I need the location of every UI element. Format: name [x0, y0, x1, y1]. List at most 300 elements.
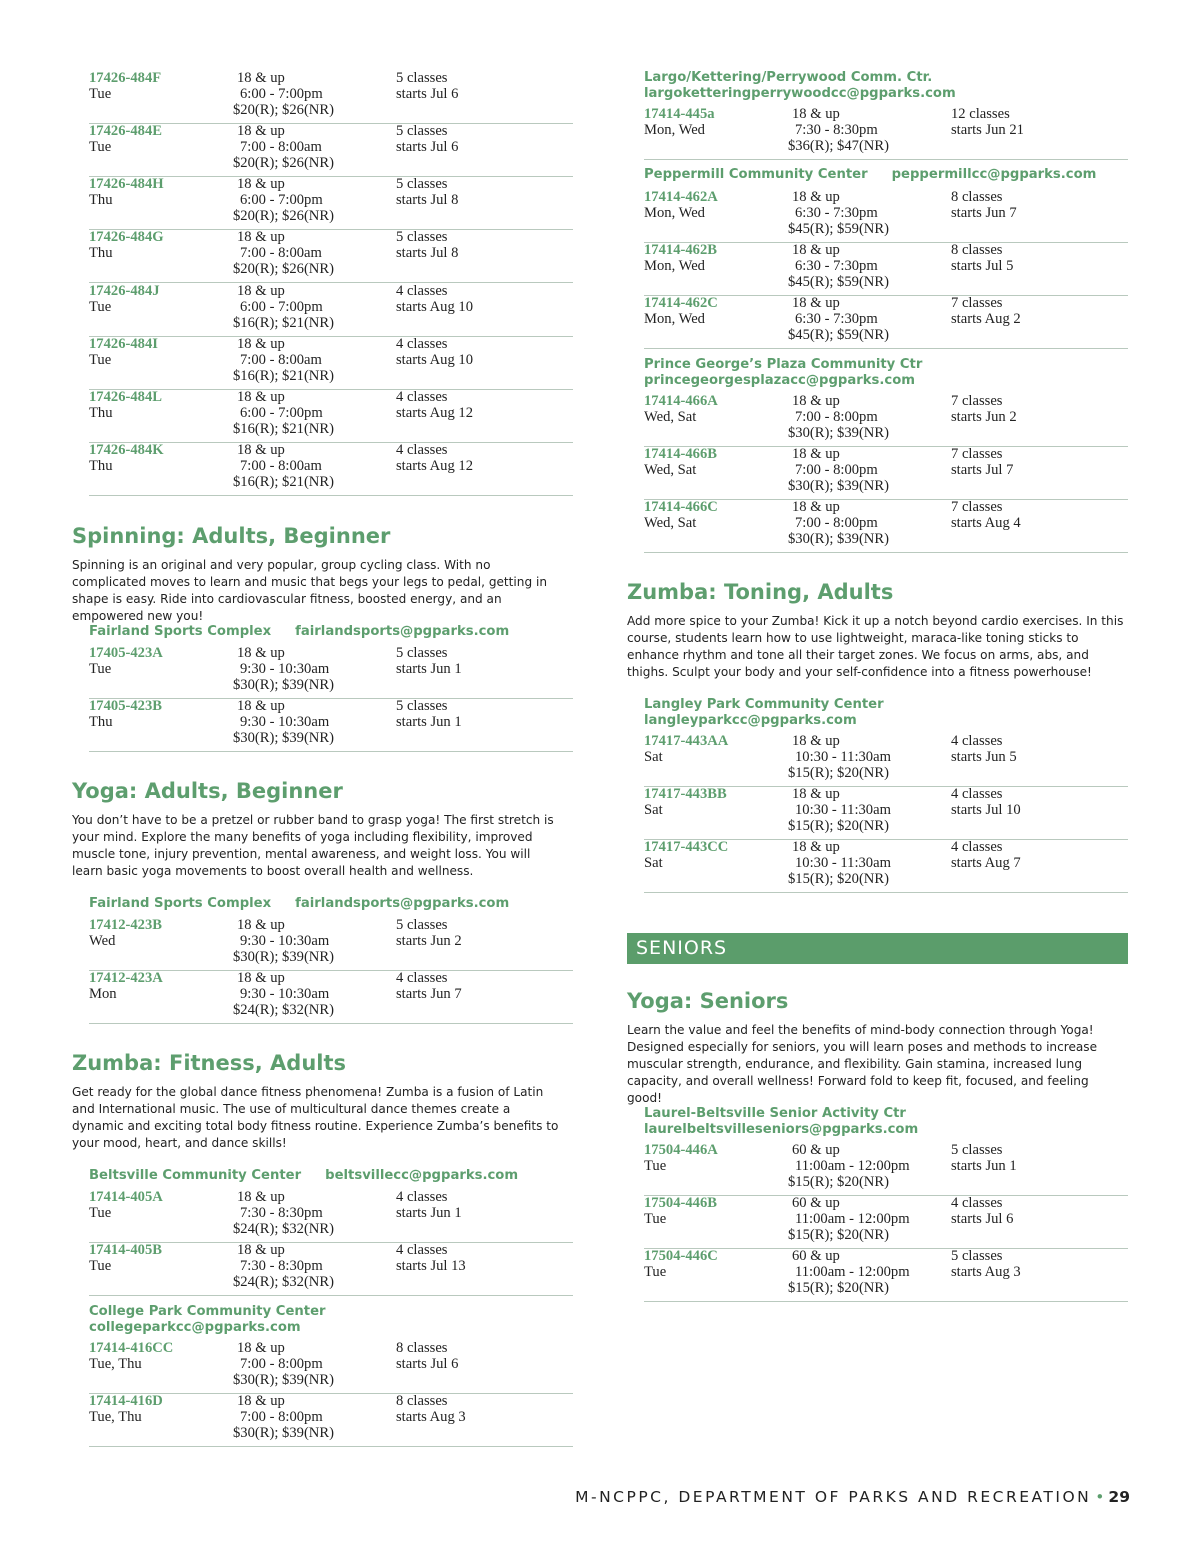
class-age: 18 & up	[237, 970, 285, 986]
row-column-c3	[951, 106, 1024, 138]
class-days: Mon	[89, 986, 117, 1002]
class-age: 18 & up	[792, 786, 840, 802]
class-row	[89, 283, 573, 337]
row-column-c3	[396, 1242, 466, 1274]
row-column-c1	[89, 442, 164, 474]
class-age: 18 & up	[792, 242, 840, 258]
row-column-c1	[644, 1142, 718, 1174]
footer-bullet: •	[1095, 1488, 1105, 1506]
class-days: Tue, Thu	[89, 1356, 142, 1372]
class-row	[89, 645, 573, 699]
row-column-c1	[644, 446, 717, 478]
class-row	[644, 189, 1128, 243]
class-time: 11:00am - 12:00pm	[795, 1264, 910, 1280]
page-footer	[575, 1488, 1130, 1506]
venue-email[interactable]: fairlandsports@pgparks.com	[295, 624, 510, 639]
class-fee: $16(R); $21(NR)	[233, 421, 334, 437]
class-start: starts Jul 8	[396, 245, 459, 261]
class-age: 18 & up	[237, 229, 285, 245]
class-start: starts Jun 2	[396, 933, 462, 949]
row-column-c1	[89, 123, 162, 155]
row-column-c2	[233, 70, 334, 118]
row-column-c1	[89, 283, 160, 315]
class-count: 8 classes	[951, 242, 1003, 258]
class-age: 18 & up	[792, 393, 840, 409]
venue-largo	[644, 70, 956, 101]
class-days: Thu	[89, 458, 113, 474]
class-time: 11:00am - 12:00pm	[795, 1211, 910, 1227]
class-code[interactable]: 17417-443CC	[644, 839, 729, 855]
row-column-c1	[89, 389, 162, 421]
row-column-c1	[644, 1248, 718, 1280]
row-column-c2	[233, 229, 334, 277]
class-time: 7:00 - 8:00am	[240, 458, 322, 474]
venue-email[interactable]: beltsvillecc@pgparks.com	[325, 1168, 519, 1183]
venue-name: College Park Community Center	[89, 1304, 326, 1319]
class-count: 4 classes	[396, 1189, 448, 1205]
class-row	[644, 393, 1128, 447]
row-column-c3	[951, 393, 1017, 425]
class-start: starts Aug 12	[396, 405, 474, 421]
row-column-c1	[644, 839, 728, 871]
class-age: 18 & up	[237, 917, 285, 933]
row-column-c2	[788, 499, 889, 547]
row-column-c2	[788, 1195, 910, 1243]
class-time: 6:00 - 7:00pm	[240, 86, 323, 102]
class-time: 10:30 - 11:30am	[795, 855, 891, 871]
class-count: 7 classes	[951, 393, 1003, 409]
row-column-c1	[644, 242, 717, 274]
venue-name: Laurel-Beltsville Senior Activity Ctr	[644, 1106, 906, 1121]
class-fee: $20(R); $26(NR)	[233, 155, 334, 171]
section-title-yoga: Yoga: Adults, Beginner	[72, 779, 343, 803]
class-fee: $15(R); $20(NR)	[788, 1280, 889, 1296]
footer-text: M-NCPPC, DEPARTMENT OF PARKS AND RECREATION	[575, 1488, 1092, 1506]
row-column-c2	[233, 176, 334, 224]
class-time: 7:00 - 8:00pm	[795, 462, 878, 478]
class-count: 5 classes	[396, 645, 448, 661]
class-fee: $45(R); $59(NR)	[788, 274, 889, 290]
row-column-c3	[396, 1393, 466, 1425]
class-start: starts Jun 1	[396, 714, 462, 730]
row-column-c2	[788, 242, 889, 290]
class-count: 5 classes	[396, 70, 448, 86]
class-code[interactable]: 17414-466B	[644, 446, 717, 462]
class-code[interactable]: 17426-484G	[89, 229, 164, 245]
row-column-c2	[233, 645, 334, 693]
class-days: Tue	[89, 299, 112, 315]
class-count: 8 classes	[396, 1393, 448, 1409]
venue-langley	[644, 697, 884, 728]
row-column-c3	[951, 242, 1013, 274]
row-column-c3	[951, 189, 1017, 221]
class-time: 9:30 - 10:30am	[240, 661, 330, 677]
row-column-c1	[89, 336, 158, 368]
class-fee: $20(R); $26(NR)	[233, 208, 334, 224]
class-fee: $15(R); $20(NR)	[788, 818, 889, 834]
class-age: 60 & up	[792, 1195, 840, 1211]
class-code[interactable]: 17426-484K	[89, 442, 164, 458]
venue-name: Fairland Sports Complex	[89, 896, 272, 911]
section-desc-yoga: You don’t have to be a pretzel or rubber band to grasp yoga! The first stretch is your mind. Explore the many benefits of yoga including flexibility, improved muscle tone, injury prevention, mental awareness, and weight loss. You will learn basic yoga movements to boost overall health and wellness.	[72, 813, 554, 878]
row-column-c2	[788, 1248, 910, 1296]
class-code[interactable]: 17504-446A	[644, 1142, 718, 1158]
class-code[interactable]: 17504-446B	[644, 1195, 717, 1211]
row-column-c2	[788, 295, 889, 343]
row-column-c3	[396, 229, 458, 261]
class-start: starts Aug 10	[396, 352, 474, 368]
row-column-c3	[396, 442, 473, 474]
class-code[interactable]: 17414-462A	[644, 189, 718, 205]
venue-laurel-beltsville	[644, 1106, 918, 1137]
class-code[interactable]: 17426-484L	[89, 389, 162, 405]
row-column-c1	[89, 645, 163, 677]
class-start: starts Jun 1	[951, 1158, 1017, 1174]
class-code[interactable]: 17426-484I	[89, 336, 158, 352]
class-row	[644, 242, 1128, 296]
venue-name: Prince George’s Plaza Community Ctr	[644, 357, 923, 372]
venue-email[interactable]: laurelbeltsvilleseniors@pgparks.com	[644, 1121, 919, 1137]
class-days: Sat	[644, 749, 663, 765]
class-row	[89, 123, 573, 177]
class-count: 8 classes	[951, 189, 1003, 205]
section-desc-seniors-yoga: Learn the value and feel the benefits of mind-body connection through Yoga! Designed especially for seniors, you will learn poses and methods to increase muscular strength, endurance, and flexibility. Gain stamina, increased lung capacity, and overall wellness! Forward fold to keep fit, focused, and feeling good!	[627, 1023, 1098, 1105]
class-time: 10:30 - 11:30am	[795, 749, 891, 765]
class-fee: $45(R); $59(NR)	[788, 327, 889, 343]
row-column-c3	[396, 70, 458, 102]
class-row	[644, 733, 1128, 787]
class-code[interactable]: 17414-416CC	[89, 1340, 174, 1356]
class-start: starts Jul 10	[951, 802, 1021, 818]
class-days: Thu	[89, 245, 113, 261]
class-count: 4 classes	[951, 839, 1003, 855]
class-count: 4 classes	[396, 1242, 448, 1258]
class-days: Mon, Wed	[644, 311, 705, 327]
row-column-c3	[951, 1248, 1021, 1280]
class-start: starts Aug 10	[396, 299, 474, 315]
class-age: 18 & up	[237, 442, 285, 458]
section-title-spinning: Spinning: Adults, Beginner	[72, 524, 391, 548]
class-code[interactable]: 17414-462C	[644, 295, 718, 311]
class-fee: $36(R); $47(NR)	[788, 138, 889, 154]
class-age: 18 & up	[792, 446, 840, 462]
class-row	[644, 499, 1128, 553]
class-start: starts Aug 2	[951, 311, 1021, 327]
row-column-c2	[788, 733, 891, 781]
class-age: 18 & up	[237, 1189, 285, 1205]
class-count: 12 classes	[951, 106, 1010, 122]
class-days: Thu	[89, 714, 113, 730]
class-fee: $30(R); $39(NR)	[233, 730, 334, 746]
class-code[interactable]: 17426-484H	[89, 176, 164, 192]
class-row	[644, 786, 1128, 840]
venue-name: Peppermill Community Center	[644, 167, 868, 182]
class-start: starts Aug 3	[951, 1264, 1021, 1280]
class-fee: $45(R); $59(NR)	[788, 221, 889, 237]
class-row	[644, 295, 1128, 349]
class-days: Mon, Wed	[644, 205, 705, 221]
class-count: 4 classes	[396, 389, 448, 405]
row-column-c2	[233, 1189, 334, 1237]
class-code[interactable]: 17414-416D	[89, 1393, 163, 1409]
class-time: 6:30 - 7:30pm	[795, 311, 878, 327]
class-count: 4 classes	[396, 283, 448, 299]
class-count: 5 classes	[396, 123, 448, 139]
class-fee: $30(R); $39(NR)	[233, 677, 334, 693]
class-fee: $15(R); $20(NR)	[788, 1174, 889, 1190]
class-days: Sat	[644, 855, 663, 871]
class-start: starts Jun 2	[951, 409, 1017, 425]
class-days: Mon, Wed	[644, 122, 705, 138]
class-fee: $24(R); $32(NR)	[233, 1002, 334, 1018]
class-age: 18 & up	[792, 295, 840, 311]
class-start: starts Jul 13	[396, 1258, 466, 1274]
class-row	[89, 1242, 573, 1296]
class-time: 11:00am - 12:00pm	[795, 1158, 910, 1174]
class-fee: $15(R); $20(NR)	[788, 765, 889, 781]
class-days: Tue	[89, 139, 112, 155]
venue-college-park	[89, 1304, 326, 1335]
class-row	[89, 389, 573, 443]
class-row	[89, 336, 573, 390]
class-age: 18 & up	[237, 70, 285, 86]
row-column-c3	[951, 733, 1017, 765]
class-row	[89, 1393, 573, 1447]
row-column-c2	[233, 1242, 334, 1290]
class-days: Mon, Wed	[644, 258, 705, 274]
section-title-toning: Zumba: Toning, Adults	[627, 580, 894, 604]
class-start: starts Jul 6	[951, 1211, 1014, 1227]
class-row	[89, 1340, 573, 1394]
class-fee: $30(R); $39(NR)	[233, 1372, 334, 1388]
venue-name: Langley Park Community Center	[644, 697, 884, 712]
class-count: 5 classes	[396, 176, 448, 192]
venue-pg-plaza	[644, 357, 922, 388]
class-days: Sat	[644, 802, 663, 818]
class-row	[89, 970, 573, 1024]
class-code[interactable]: 17417-443BB	[644, 786, 727, 802]
row-column-c2	[233, 698, 334, 746]
row-column-c2	[788, 106, 889, 154]
row-column-c2	[233, 970, 334, 1018]
class-count: 4 classes	[396, 970, 448, 986]
class-code[interactable]: 17414-405A	[89, 1189, 163, 1205]
class-fee: $16(R); $21(NR)	[233, 368, 334, 384]
class-age: 18 & up	[237, 389, 285, 405]
class-fee: $24(R); $32(NR)	[233, 1274, 334, 1290]
row-column-c1	[89, 1340, 173, 1372]
class-days: Wed, Sat	[644, 462, 697, 478]
class-start: starts Jul 7	[951, 462, 1014, 478]
class-time: 6:00 - 7:00pm	[240, 405, 323, 421]
class-code[interactable]: 17414-445a	[644, 106, 715, 122]
row-column-c3	[396, 336, 473, 368]
class-days: Tue	[89, 352, 112, 368]
class-age: 60 & up	[792, 1248, 840, 1264]
class-time: 7:30 - 8:30pm	[240, 1258, 323, 1274]
row-column-c3	[396, 1189, 462, 1221]
class-time: 6:30 - 7:30pm	[795, 258, 878, 274]
row-column-c2	[788, 786, 891, 834]
row-column-c2	[788, 839, 891, 887]
row-column-c3	[951, 839, 1021, 871]
venue-email[interactable]: collegeparkcc@pgparks.com	[89, 1319, 301, 1335]
class-days: Tue	[89, 1205, 112, 1221]
section-title-seniors-yoga: Yoga: Seniors	[627, 989, 789, 1013]
class-days: Tue	[644, 1211, 667, 1227]
class-code[interactable]: 17414-405B	[89, 1242, 162, 1258]
class-fee: $16(R); $21(NR)	[233, 474, 334, 490]
class-time: 10:30 - 11:30am	[795, 802, 891, 818]
class-count: 8 classes	[396, 1340, 448, 1356]
row-column-c3	[396, 970, 462, 1002]
row-column-c3	[951, 1195, 1013, 1227]
class-fee: $15(R); $20(NR)	[788, 871, 889, 887]
class-time: 6:00 - 7:00pm	[240, 299, 323, 315]
class-start: starts Jun 21	[951, 122, 1024, 138]
class-days: Thu	[89, 192, 113, 208]
class-age: 18 & up	[792, 499, 840, 515]
row-column-c3	[396, 389, 473, 421]
class-time: 7:30 - 8:30pm	[240, 1205, 323, 1221]
class-row	[89, 70, 573, 124]
class-fee: $20(R); $26(NR)	[233, 102, 334, 118]
class-count: 7 classes	[951, 295, 1003, 311]
row-column-c2	[788, 189, 889, 237]
venue-spinning	[89, 624, 509, 640]
row-column-c3	[396, 283, 473, 315]
row-column-c3	[396, 645, 462, 677]
row-column-c3	[396, 917, 462, 949]
class-time: 6:30 - 7:30pm	[795, 205, 878, 221]
class-time: 7:00 - 8:00am	[240, 245, 322, 261]
class-start: starts Jul 6	[396, 86, 459, 102]
class-row	[89, 442, 573, 496]
page-number: 29	[1108, 1488, 1130, 1506]
class-count: 4 classes	[951, 786, 1003, 802]
class-days: Tue	[644, 1264, 667, 1280]
row-column-c2	[233, 283, 334, 331]
class-age: 18 & up	[237, 1393, 285, 1409]
class-start: starts Jun 7	[396, 986, 462, 1002]
venue-email[interactable]: princegeorgesplazacc@pgparks.com	[644, 372, 916, 388]
class-time: 7:00 - 8:00pm	[795, 409, 878, 425]
class-row	[89, 176, 573, 230]
section-desc-spinning: Spinning is an original and very popular, group cycling class. With no complicated moves to learn and music that begs your legs to pedal, getting in shape is easy. Ride into cardiovascular fitness, boosted energy, and an empowered new you!	[72, 558, 547, 623]
class-time: 7:00 - 8:00pm	[795, 515, 878, 531]
class-days: Tue	[644, 1158, 667, 1174]
class-row	[644, 1195, 1128, 1249]
row-column-c1	[644, 733, 728, 765]
row-column-c1	[89, 698, 162, 730]
row-column-c1	[644, 393, 718, 425]
row-column-c2	[233, 917, 334, 965]
class-age: 18 & up	[237, 283, 285, 299]
class-code[interactable]: 17405-423B	[89, 698, 162, 714]
class-start: starts Jun 1	[396, 1205, 462, 1221]
row-column-c2	[233, 442, 334, 490]
class-count: 7 classes	[951, 446, 1003, 462]
class-time: 9:30 - 10:30am	[240, 986, 330, 1002]
class-start: starts Jul 6	[396, 1356, 459, 1372]
class-fee: $16(R); $21(NR)	[233, 315, 334, 331]
row-column-c1	[89, 1242, 162, 1274]
class-row	[644, 1142, 1128, 1196]
row-column-c3	[396, 176, 458, 208]
class-code[interactable]: 17504-446C	[644, 1248, 718, 1264]
row-column-c2	[788, 393, 889, 441]
row-column-c2	[233, 123, 334, 171]
class-days: Wed	[89, 933, 116, 949]
class-start: starts Aug 4	[951, 515, 1021, 531]
class-code[interactable]: 17426-484J	[89, 283, 160, 299]
section-desc-zumba: Get ready for the global dance fitness phenomena! Zumba is a fusion of Latin and International music. The use of multicultural dance themes create a dynamic and exciting total body fitness routine. Experience Zumba’s benefits to your mood, heart, and dance skills!	[72, 1085, 559, 1150]
venue-email[interactable]: fairlandsports@pgparks.com	[295, 896, 510, 911]
class-start: starts Jun 7	[951, 205, 1017, 221]
class-code[interactable]: 17414-466A	[644, 393, 718, 409]
class-row	[644, 1248, 1128, 1302]
class-age: 18 & up	[792, 106, 840, 122]
class-days: Thu	[89, 405, 113, 421]
class-row	[89, 1189, 573, 1243]
venue-email[interactable]: largoketteringperrywoodcc@pgparks.com	[644, 85, 956, 101]
class-age: 18 & up	[237, 123, 285, 139]
class-time: 7:00 - 8:00am	[240, 139, 322, 155]
venue-beltsville	[89, 1168, 518, 1184]
class-code[interactable]: 17414-466C	[644, 499, 718, 515]
row-column-c1	[89, 229, 164, 261]
venue-email[interactable]: peppermillcc@pgparks.com	[891, 167, 1097, 182]
class-row	[89, 698, 573, 752]
class-fee: $24(R); $32(NR)	[233, 1221, 334, 1237]
row-column-c1	[89, 1189, 163, 1221]
class-code[interactable]: 17412-423A	[89, 970, 163, 986]
class-days: Wed, Sat	[644, 409, 697, 425]
row-column-c1	[89, 176, 164, 208]
class-code[interactable]: 17412-423B	[89, 917, 162, 933]
class-time: 7:30 - 8:30pm	[795, 122, 878, 138]
row-column-c1	[644, 786, 727, 818]
class-code[interactable]: 17417-443AA	[644, 733, 729, 749]
class-code[interactable]: 17426-484E	[89, 123, 162, 139]
class-row	[89, 229, 573, 283]
class-row	[644, 839, 1128, 893]
class-time: 7:00 - 8:00am	[240, 352, 322, 368]
row-column-c2	[233, 1393, 334, 1441]
venue-email[interactable]: langleyparkcc@pgparks.com	[644, 712, 857, 728]
class-days: Tue	[89, 661, 112, 677]
class-row	[89, 917, 573, 971]
venue-name: Fairland Sports Complex	[89, 624, 272, 639]
class-time: 9:30 - 10:30am	[240, 714, 330, 730]
class-age: 18 & up	[237, 698, 285, 714]
row-column-c3	[951, 295, 1021, 327]
class-code[interactable]: 17426-484F	[89, 70, 162, 86]
row-column-c1	[89, 970, 163, 1002]
class-days: Tue	[89, 86, 112, 102]
class-fee: $30(R); $39(NR)	[788, 478, 889, 494]
class-row	[644, 106, 1128, 160]
row-column-c3	[396, 1340, 458, 1372]
row-column-c3	[951, 1142, 1017, 1174]
class-age: 18 & up	[237, 645, 285, 661]
class-code[interactable]: 17414-462B	[644, 242, 717, 258]
class-fee: $15(R); $20(NR)	[788, 1227, 889, 1243]
class-code[interactable]: 17405-423A	[89, 645, 163, 661]
row-column-c2	[233, 389, 334, 437]
class-age: 18 & up	[792, 189, 840, 205]
row-column-c1	[644, 499, 718, 531]
